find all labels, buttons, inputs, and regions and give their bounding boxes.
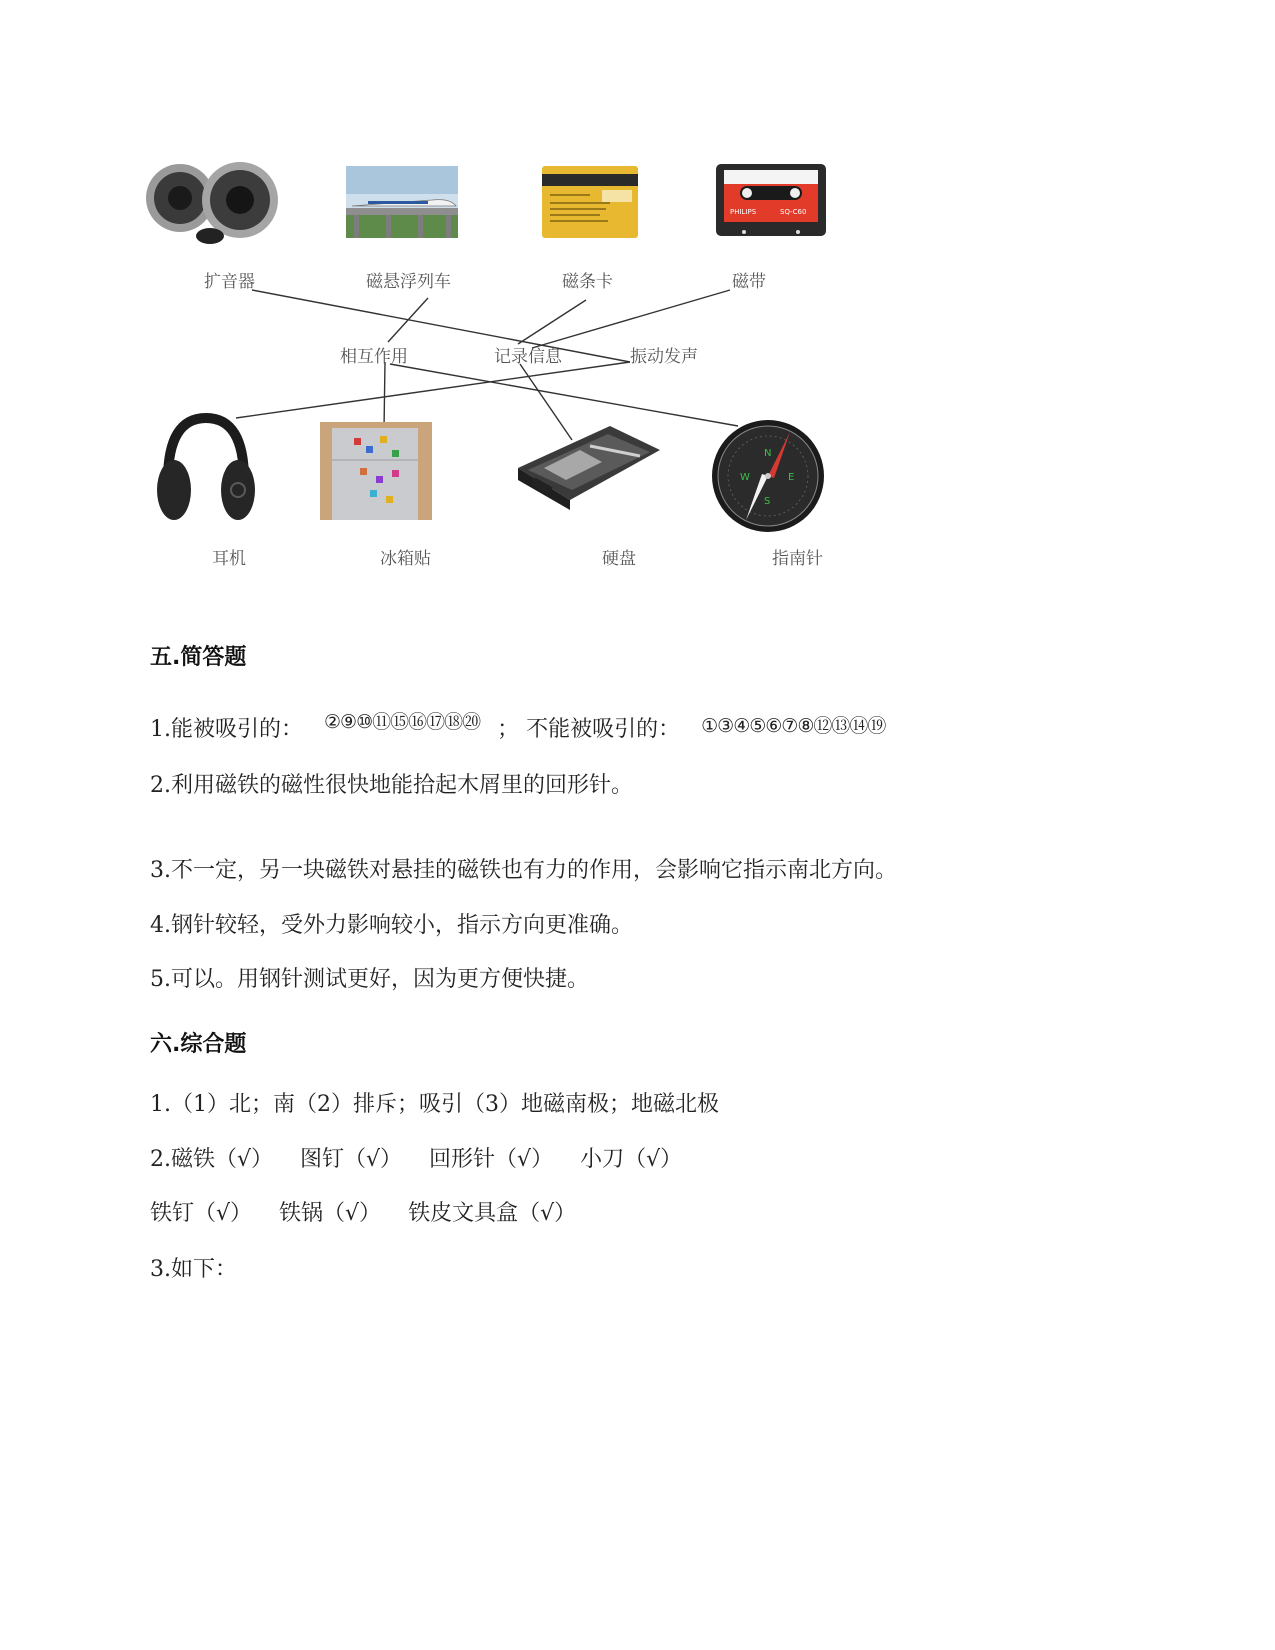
s6-q2-item: 小刀（√） xyxy=(580,1147,683,1172)
line-headphone-vibration xyxy=(236,362,630,418)
s5-q1-attracted-list: ②⑨⑩⑪⑮⑯⑰⑱⑳ xyxy=(324,711,481,733)
label-headphones: 耳机 xyxy=(212,549,246,569)
s5-q1-prefix: 1.能被吸引的： xyxy=(150,717,303,742)
compass-w: W xyxy=(740,472,750,483)
label-record-info: 记录信息 xyxy=(494,347,562,367)
section-5-title: 五.简答题 xyxy=(150,645,247,670)
headphones-icon xyxy=(157,418,255,520)
s6-q1: 1.（1）北；南（2）排斥；吸引（3）地磁南极；地磁北极 xyxy=(150,1092,719,1117)
compass-s: S xyxy=(764,496,771,507)
magnetic-card-icon xyxy=(542,166,638,238)
hard-disk-icon xyxy=(518,426,660,510)
s5-q1 xyxy=(150,712,885,743)
s5-q2: 2.利用磁铁的磁性很快地能拾起木屑里的回形针。 xyxy=(150,773,633,798)
s5-q5: 5.可以。用钢针测试更好，因为更方便快捷。 xyxy=(150,967,589,992)
line-compass-interaction xyxy=(390,364,738,426)
s6-q2-item: 铁钉（√） xyxy=(150,1201,253,1226)
line-maglev-interaction xyxy=(388,298,428,342)
label-speaker: 扩音器 xyxy=(204,272,255,292)
line-card-record xyxy=(518,300,586,344)
compass-e: E xyxy=(788,472,795,483)
s6-q2-item: 回形针（√） xyxy=(429,1147,554,1172)
label-magnetic-card: 磁条卡 xyxy=(562,272,613,292)
label-cassette: 磁带 xyxy=(732,272,766,292)
compass-n: N xyxy=(764,448,772,459)
s6-q2-item: 铁锅（√） xyxy=(279,1201,382,1226)
label-vibration-sound: 振动发声 xyxy=(630,347,698,367)
label-fridge-magnet: 冰箱贴 xyxy=(380,549,431,569)
s6-q2-item: 2.磁铁（√） xyxy=(150,1147,274,1172)
label-interaction: 相互作用 xyxy=(340,347,408,367)
label-maglev: 磁悬浮列车 xyxy=(366,272,451,292)
matching-diagram xyxy=(140,150,900,610)
maglev-train-icon xyxy=(346,166,458,238)
line-tape-record xyxy=(532,290,730,348)
label-compass: 指南针 xyxy=(772,549,823,569)
line-harddisk-record xyxy=(520,364,572,440)
s5-q1-not-attracted-list: ①③④⑤⑥⑦⑧⑫⑬⑭⑲ xyxy=(701,715,886,737)
s5-q3: 3.不一定，另一块磁铁对悬挂的磁铁也有力的作用，会影响它指示南北方向。 xyxy=(150,858,897,883)
cassette-brand: PHILIPS xyxy=(730,208,757,216)
speaker-icon xyxy=(146,162,278,244)
s6-q2-item: 图钉（√） xyxy=(300,1147,403,1172)
cassette-model: SQ-C60 xyxy=(780,208,807,216)
line-fridge-interaction xyxy=(384,362,385,430)
s6-q3: 3.如下： xyxy=(150,1257,237,1282)
fridge-magnet-icon xyxy=(320,422,432,520)
s5-q1-separator: ； xyxy=(497,717,520,742)
section-6-title: 六.综合题 xyxy=(150,1032,247,1057)
line-speaker-vibration xyxy=(252,290,630,362)
s6-q2-line1 xyxy=(150,1142,682,1173)
s6-q2-item: 铁皮文具盒（√） xyxy=(408,1201,577,1226)
s6-q2-line2 xyxy=(150,1196,576,1227)
s5-q1-not-label: 不能被吸引的： xyxy=(526,717,681,742)
compass-icon xyxy=(712,420,824,532)
cassette-tape-icon xyxy=(716,164,826,236)
label-hard-disk: 硬盘 xyxy=(602,549,636,569)
s5-q4: 4.钢针较轻，受外力影响较小，指示方向更准确。 xyxy=(150,913,633,938)
